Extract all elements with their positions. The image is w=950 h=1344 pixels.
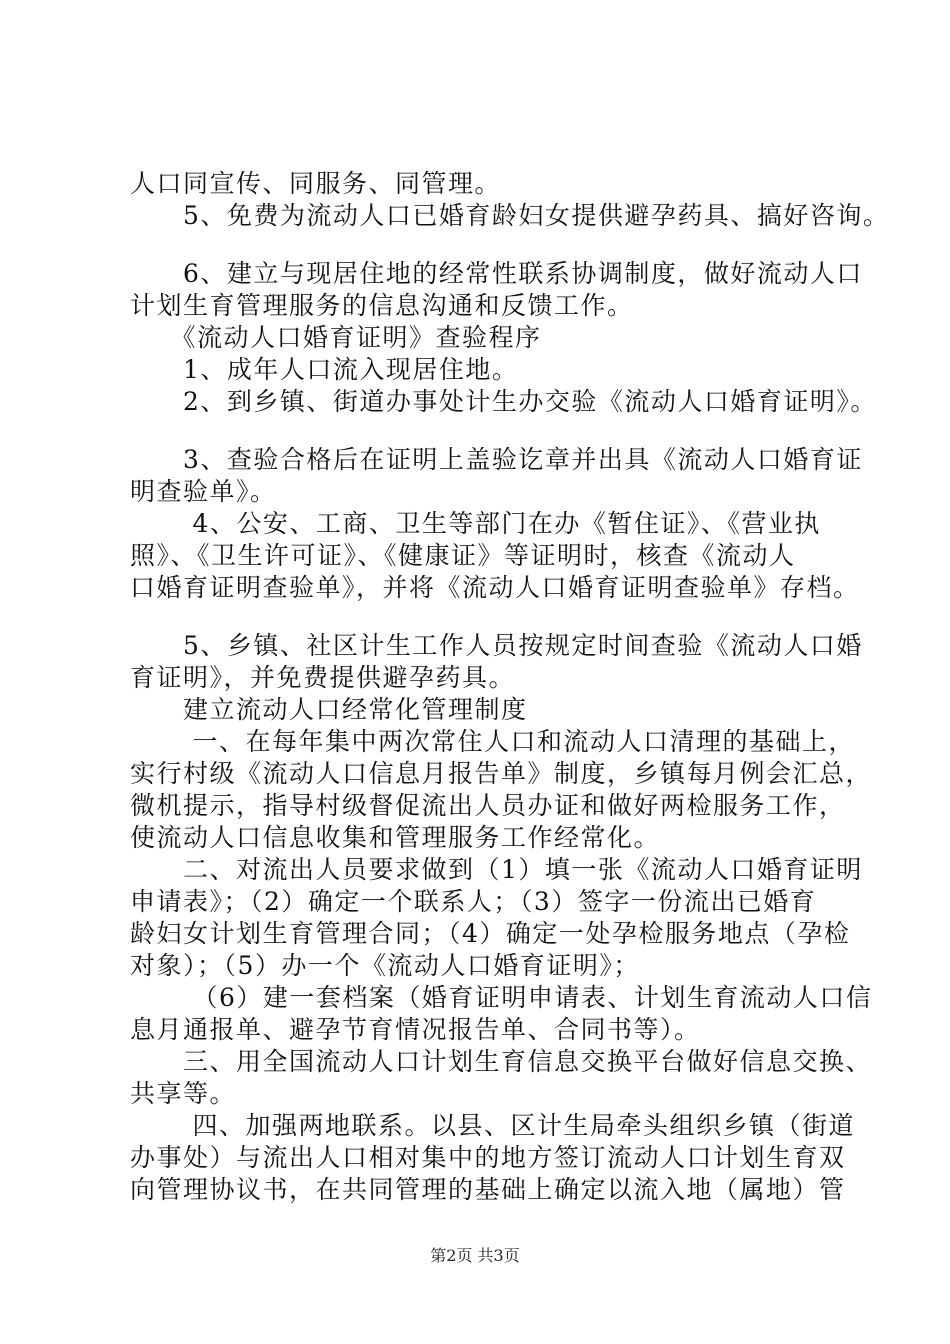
text-line: 人口同宣传、同服务、同管理。 [130, 169, 502, 198]
text-line: 对象）；（5）办一个《流动人口婚育证明》； [130, 951, 640, 980]
text-line: 微机提示，指导村级督促流出人员办证和做好两检服务工作， [130, 791, 846, 820]
text-line: 二、对流出人员要求做到（1）填一张《流动人口婚育证明 [130, 855, 863, 884]
document-body [130, 168, 890, 1206]
paragraph-gap [130, 418, 850, 444]
section-heading: 《流动人口婚育证明》查验程序 [130, 323, 542, 352]
text-line: （6）建一套档案（婚育证明申请表、计划生育流动人口信 [130, 983, 873, 1012]
text-line: 5、免费为流动人口已婚育龄妇女提供避孕药具、搞好咨询。 [130, 201, 890, 230]
text-line: 一、在每年集中两次常住人口和流动人口清理的基础上， [130, 727, 855, 756]
text-line: 四、加强两地联系。以县、区计生局牵头组织乡镇（街道 [130, 1111, 855, 1140]
paragraph-gap [130, 232, 850, 258]
text-line: 5、乡镇、社区计生工作人员按规定时间查验《流动人口婚 [130, 631, 863, 660]
text-line: 明查验单》。 [130, 477, 277, 506]
text-line: 龄妇女计划生育管理合同；（4）确定一处孕检服务地点（孕检 [130, 919, 851, 948]
text-line: 息月通报单、避孕节育情况报告单、合同书等）。 [130, 1015, 701, 1044]
text-line: 使流动人口信息收集和管理服务工作经常化。 [130, 823, 661, 852]
text-line: 2、到乡镇、街道办事处计生办交验《流动人口婚育证明》。 [130, 387, 877, 416]
text-line: 向管理协议书，在共同管理的基础上确定以流入地（属地）管 [130, 1175, 846, 1204]
text-line: 6、建立与现居住地的经常性联系协调制度，做好流动人口 [130, 259, 863, 288]
text-line: 申请表》；（2）确定一个联系人；（3）签字一份流出已婚育 [130, 887, 817, 916]
text-line: 照》、《卫生许可证》、《健康证》等证明时，核查《流动人 [130, 541, 796, 570]
text-line: 办事处）与流出人口相对集中的地方签订流动人口计划生育双 [130, 1143, 846, 1172]
text-line: 育证明》，并免费提供避孕药具。 [130, 663, 516, 692]
text-line: 口婚育证明查验单》，并将《流动人口婚育证明查验单》存档。 [130, 573, 860, 602]
paragraph-gap [130, 604, 850, 630]
text-line: 实行村级《流动人口信息月报告单》制度，乡镇每月例会汇总， [130, 759, 873, 788]
text-line: 三、用全国流动人口计划生育信息交换平台做好信息交换、 [130, 1047, 873, 1076]
page-footer: 第2页 共3页 [430, 1246, 520, 1265]
section-heading: 建立流动人口经常化管理制度 [130, 695, 528, 724]
text-line: 3、查验合格后在证明上盖验讫章并出具《流动人口婚育证 [130, 445, 863, 474]
text-line: 4、公安、工商、卫生等部门在办《暂住证》、《营业执 [130, 509, 821, 538]
text-line: 1、成年人口流入现居住地。 [130, 355, 519, 384]
text-line: 共享等。 [130, 1079, 237, 1108]
text-line: 计划生育管理服务的信息沟通和反馈工作。 [130, 291, 634, 320]
